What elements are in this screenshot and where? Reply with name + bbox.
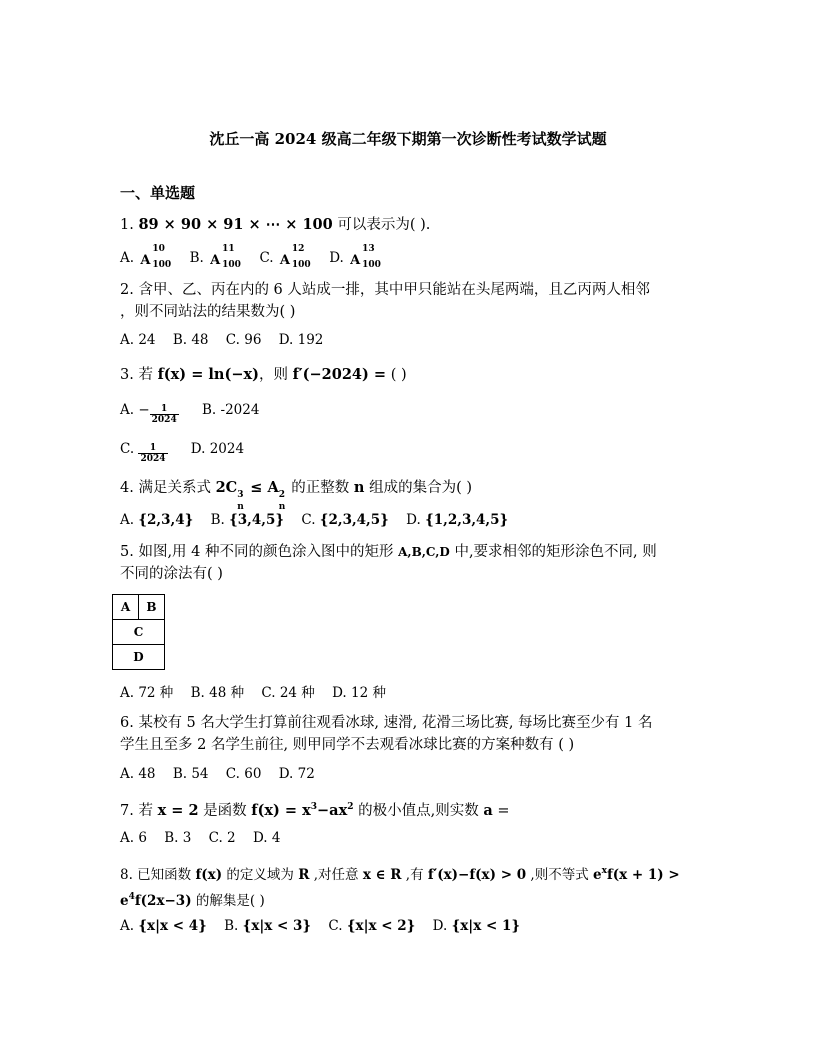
perm-symbol: A (350, 253, 361, 268)
q3-option-c[interactable] (120, 441, 168, 464)
option-letter: D. (406, 512, 426, 528)
q8-inequality (593, 867, 680, 883)
perm-sub: n (278, 502, 286, 512)
option-value: {2,3,4} (138, 512, 194, 528)
perm-symbol: A (279, 253, 290, 268)
q2-option-a[interactable]: A. 24 (120, 332, 156, 348)
rect-a: A (113, 595, 139, 620)
q7-prefix: 7. 若 (120, 803, 158, 819)
q4-option-d[interactable] (406, 512, 508, 528)
option-letter: C. (120, 441, 139, 457)
q5-option-b[interactable]: B. 48 种 (190, 685, 245, 701)
q7-tail: = (492, 803, 510, 819)
denominator: 2024 (140, 454, 166, 464)
q5-rect-labels: A,B,C,D (398, 545, 450, 559)
question-1 (120, 214, 430, 236)
q1-options (120, 244, 395, 270)
q6-line-1: 6. 某校有 5 名大学生打算前往观看冰球, 速滑, 花滑三场比赛, 每场比赛至少有 1 名 (120, 715, 653, 731)
q8-inequality-rhs (120, 893, 192, 909)
q5-line-1 (120, 541, 657, 563)
q5-option-c[interactable]: C. 24 种 (261, 685, 315, 701)
comb-sup: 3 (237, 490, 244, 500)
q3-option-a[interactable] (120, 402, 179, 425)
numerator: 1 (150, 404, 179, 415)
q5-option-a[interactable]: A. 72 种 (120, 685, 174, 701)
q6-option-a[interactable]: A. 48 (120, 766, 156, 782)
q8-expr: x ∈ R (362, 867, 402, 883)
base-e: e (120, 893, 129, 909)
exponent: 4 (128, 892, 135, 902)
perm-sub: 100 (152, 260, 172, 270)
rect-b: B (139, 595, 165, 620)
perm-sub: 100 (362, 260, 381, 270)
q1-expression: 89 × 90 × 91 × ⋯ × 100 (138, 216, 333, 233)
q7-condition: x = 2 (157, 802, 199, 819)
q5-line-2: 不同的涂法有( ) (120, 566, 223, 582)
option-letter: B. (224, 918, 243, 934)
q8-text: ,有 (401, 867, 428, 883)
q8-text: 的解集是( ) (191, 893, 265, 909)
option-letter: C. (301, 512, 320, 528)
q3-function: f(x) = ln(−x) (157, 366, 259, 383)
q8-option-a[interactable] (120, 918, 207, 934)
q6-options (120, 766, 328, 782)
q7-mid: 是函数 (198, 803, 252, 819)
q3-options-row-2 (120, 441, 257, 464)
option-letter: A. (120, 512, 139, 528)
option-letter: B. (189, 250, 209, 266)
option-value: {x|x < 4} (138, 918, 207, 934)
perm-sup: 10 (152, 244, 165, 254)
option-value: {3,4,5} (229, 512, 285, 528)
option-value: {x|x < 3} (242, 918, 312, 934)
question-2 (120, 279, 650, 323)
perm-symbol: A (210, 253, 221, 268)
fn-part: f(2x−3) (134, 893, 192, 909)
option-letter: C. (259, 250, 278, 266)
q8-options (120, 918, 533, 934)
exponent: x (601, 866, 607, 876)
q5-text: 5. 如图,用 4 种不同的颜色涂入图中的矩形 (120, 544, 399, 560)
q4-combination (215, 479, 287, 512)
option-letter: C. (328, 918, 347, 934)
q4-option-c[interactable] (301, 512, 388, 528)
question-7 (120, 796, 510, 822)
q7-suffix: 的极小值点,则实数 (353, 803, 484, 819)
question-8 (120, 860, 680, 912)
fn-part: −ax (317, 802, 348, 819)
q7-option-c[interactable]: C. 2 (208, 830, 236, 846)
fraction (138, 443, 167, 464)
q5-option-d[interactable]: D. 12 种 (332, 685, 386, 701)
q6-option-c[interactable]: C. 60 (225, 766, 262, 782)
q5-rectangle-figure (112, 594, 165, 670)
q6-line-2: 学生且至多 2 名学生前往, 则甲同学不去观看冰球比赛的方案种数有 ( ) (120, 737, 575, 753)
q7-option-d[interactable]: D. 4 (252, 830, 281, 846)
q8-expr: f(x) (195, 867, 223, 883)
q2-option-d[interactable]: D. 192 (278, 332, 324, 348)
fn-part: f(x + 1) > (606, 867, 680, 883)
option-value: {x|x < 2} (346, 918, 416, 934)
q4-prefix: 4. 满足关系式 (120, 480, 216, 496)
q7-variable: a (483, 802, 493, 819)
q4-option-b[interactable] (211, 512, 284, 528)
q8-option-b[interactable] (224, 918, 311, 934)
q2-options (120, 332, 336, 348)
perm-sub: 100 (291, 260, 311, 270)
base-e: e (592, 867, 602, 883)
q8-text: 的定义域为 (222, 867, 299, 883)
perm-sup: 12 (291, 244, 305, 254)
q7-option-b[interactable]: B. 3 (164, 830, 192, 846)
q3-suffix: ( ) (386, 367, 407, 383)
perm-sub: 100 (222, 260, 241, 270)
option-letter: D. (432, 918, 452, 934)
perm-sup: 2 (278, 490, 285, 500)
fn-part: f(x) = x (251, 802, 311, 819)
exponent: 3 (310, 802, 318, 812)
perm-sup: 13 (362, 244, 375, 254)
q2-option-b[interactable]: B. 48 (172, 332, 209, 348)
q8-text: ,则不等式 (526, 867, 593, 883)
question-6 (120, 712, 652, 756)
q8-line-2 (120, 886, 680, 912)
option-value: {2,3,4,5} (319, 512, 389, 528)
perm-symbol: A (140, 253, 151, 268)
numerator: 1 (138, 443, 167, 454)
q3-mid: ，则 (258, 367, 293, 383)
perm-sup: 11 (222, 244, 235, 254)
q1-option-a[interactable] (120, 244, 172, 270)
q3-option-b[interactable]: B. -2024 (202, 402, 260, 418)
q2-option-c[interactable]: C. 96 (225, 332, 262, 348)
option-letter: D. (329, 250, 349, 266)
comb-sub: n (237, 502, 244, 512)
q8-text: 8. 已知函数 (120, 867, 196, 883)
question-4 (120, 477, 473, 512)
q3-options-row-1 (120, 402, 272, 425)
q4-variable: n (353, 479, 365, 496)
denominator: 2024 (151, 415, 177, 425)
q1-suffix: 可以表示为( ). (332, 217, 431, 233)
option-letter: A. − (120, 402, 150, 418)
q2-line-1: 2. 含甲、乙、丙在内的 6 人站成一排，其中甲只能站在头尾两端，且乙丙两人相邻 (120, 282, 650, 298)
fraction (150, 404, 179, 425)
q1-option-c[interactable] (259, 244, 311, 270)
question-5 (120, 541, 657, 585)
q1-prefix: 1. (120, 217, 139, 233)
rect-c: C (113, 620, 165, 645)
q3-option-d[interactable]: D. 2024 (190, 441, 245, 457)
q5-options (120, 681, 399, 701)
page-title: 沈丘一高 2024 级高二年级下期第一次诊断性考试数学试题 (209, 130, 607, 148)
option-value: {1,2,3,4,5} (425, 512, 509, 528)
option-letter: A. (120, 918, 139, 934)
q7-option-a[interactable]: A. 6 (120, 830, 147, 846)
q7-options (120, 830, 293, 846)
q8-text: ,对任意 (309, 867, 363, 883)
q8-option-c[interactable] (328, 918, 415, 934)
q2-line-2: ，则不同站法的结果数为( ) (120, 304, 296, 320)
perm-symbol: ≤ A (245, 479, 279, 496)
q7-function (251, 802, 353, 819)
q8-expr: f′(x)−f(x) > 0 (427, 867, 527, 883)
question-3 (120, 364, 407, 386)
q4-options (120, 512, 521, 528)
q6-option-d[interactable]: D. 72 (278, 766, 315, 782)
q5-text: 中,要求相邻的矩形涂色不同, 则 (449, 544, 657, 560)
q3-derivative: f′(−2024) = (292, 366, 387, 383)
option-letter: A. (120, 250, 139, 266)
q4-suffix: 组成的集合为( ) (364, 480, 473, 496)
exponent: 2 (347, 802, 354, 812)
q1-option-b[interactable] (189, 244, 243, 270)
q8-option-d[interactable] (433, 918, 520, 934)
q4-option-a[interactable] (120, 512, 193, 528)
q4-mid: 的正整数 (286, 480, 354, 496)
option-letter: B. (210, 512, 230, 528)
rect-d: D (113, 645, 165, 670)
q8-line-1 (120, 860, 680, 886)
section-heading: 一、单选题 (120, 184, 196, 202)
q1-option-d[interactable] (329, 244, 382, 270)
q8-expr: R (298, 867, 310, 883)
q6-option-b[interactable]: B. 54 (172, 766, 209, 782)
comb-symbol: 2C (215, 479, 238, 496)
option-value: {x|x < 1} (451, 918, 521, 934)
q3-prefix: 3. 若 (120, 367, 158, 383)
